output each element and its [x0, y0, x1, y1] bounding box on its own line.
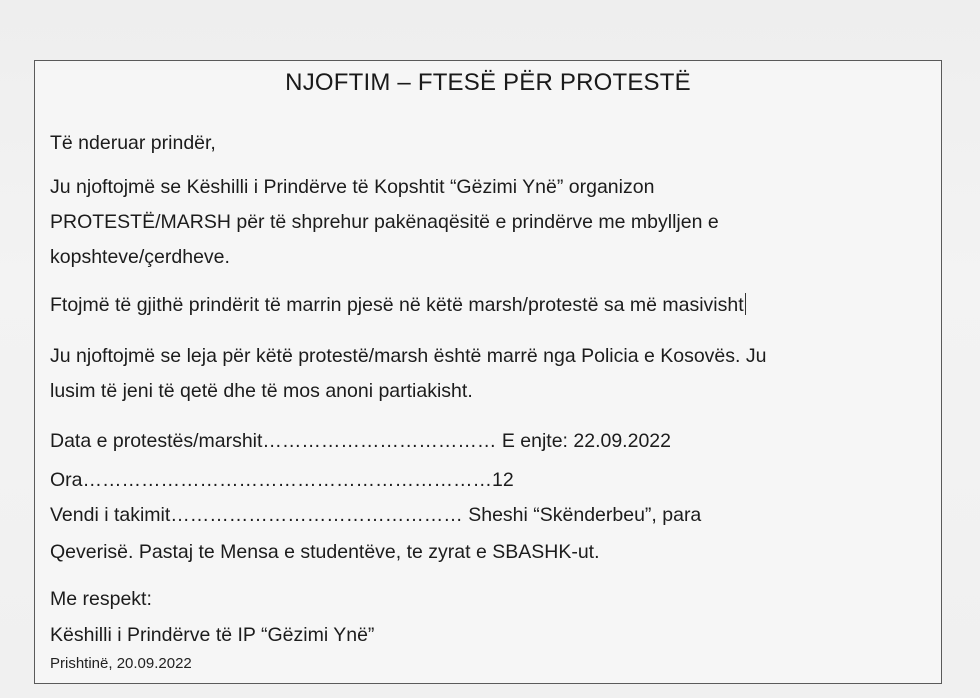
salutation: Të nderuar prindër, [50, 132, 216, 154]
paragraph-1-line-1: Ju njoftojmë se Këshilli i Prindërve të Kopshtit “Gëzimi Ynë” organizon [50, 176, 655, 198]
document-title: NJOFTIM – FTESË PËR PROTESTË [285, 69, 691, 96]
place-date: Prishtinë, 20.09.2022 [50, 655, 192, 672]
paragraph-3-line-1: Ju njoftojmë se leja për këtë protestë/marsh është marrë nga Policia e Kosovës. Ju [50, 345, 767, 367]
paragraph-1-line-3: kopshteve/çerdheve. [50, 246, 230, 268]
paragraph-3-line-2: lusim të jeni të qetë dhe të mos anoni partiakisht. [50, 380, 473, 402]
paragraph-2-line-1: Ftojmë të gjithë prindërit të marrin pjesë në këtë marsh/protestë sa më masivisht [50, 294, 744, 316]
text-cursor [745, 293, 746, 315]
notice-document [34, 60, 942, 684]
time-line: Ora………………………………………………………12 [50, 469, 514, 491]
date-line: Data e protestës/marshit……………………………… E enjte: 22.09.2022 [50, 430, 671, 452]
closing: Me respekt: [50, 588, 152, 610]
place-line-1: Vendi i takimit……………………………………… Sheshi “Skënderbeu”, para [50, 504, 702, 526]
place-line-2: Qeverisë. Pastaj te Mensa e studentëve, te zyrat e SBASHK-ut. [50, 541, 600, 563]
signature: Këshilli i Prindërve të IP “Gëzimi Ynë” [50, 624, 375, 646]
paragraph-1-line-2: PROTESTË/MARSH për të shprehur pakënaqësitë e prindërve me mbylljen e [50, 211, 719, 233]
paragraph-2 [50, 287, 746, 324]
